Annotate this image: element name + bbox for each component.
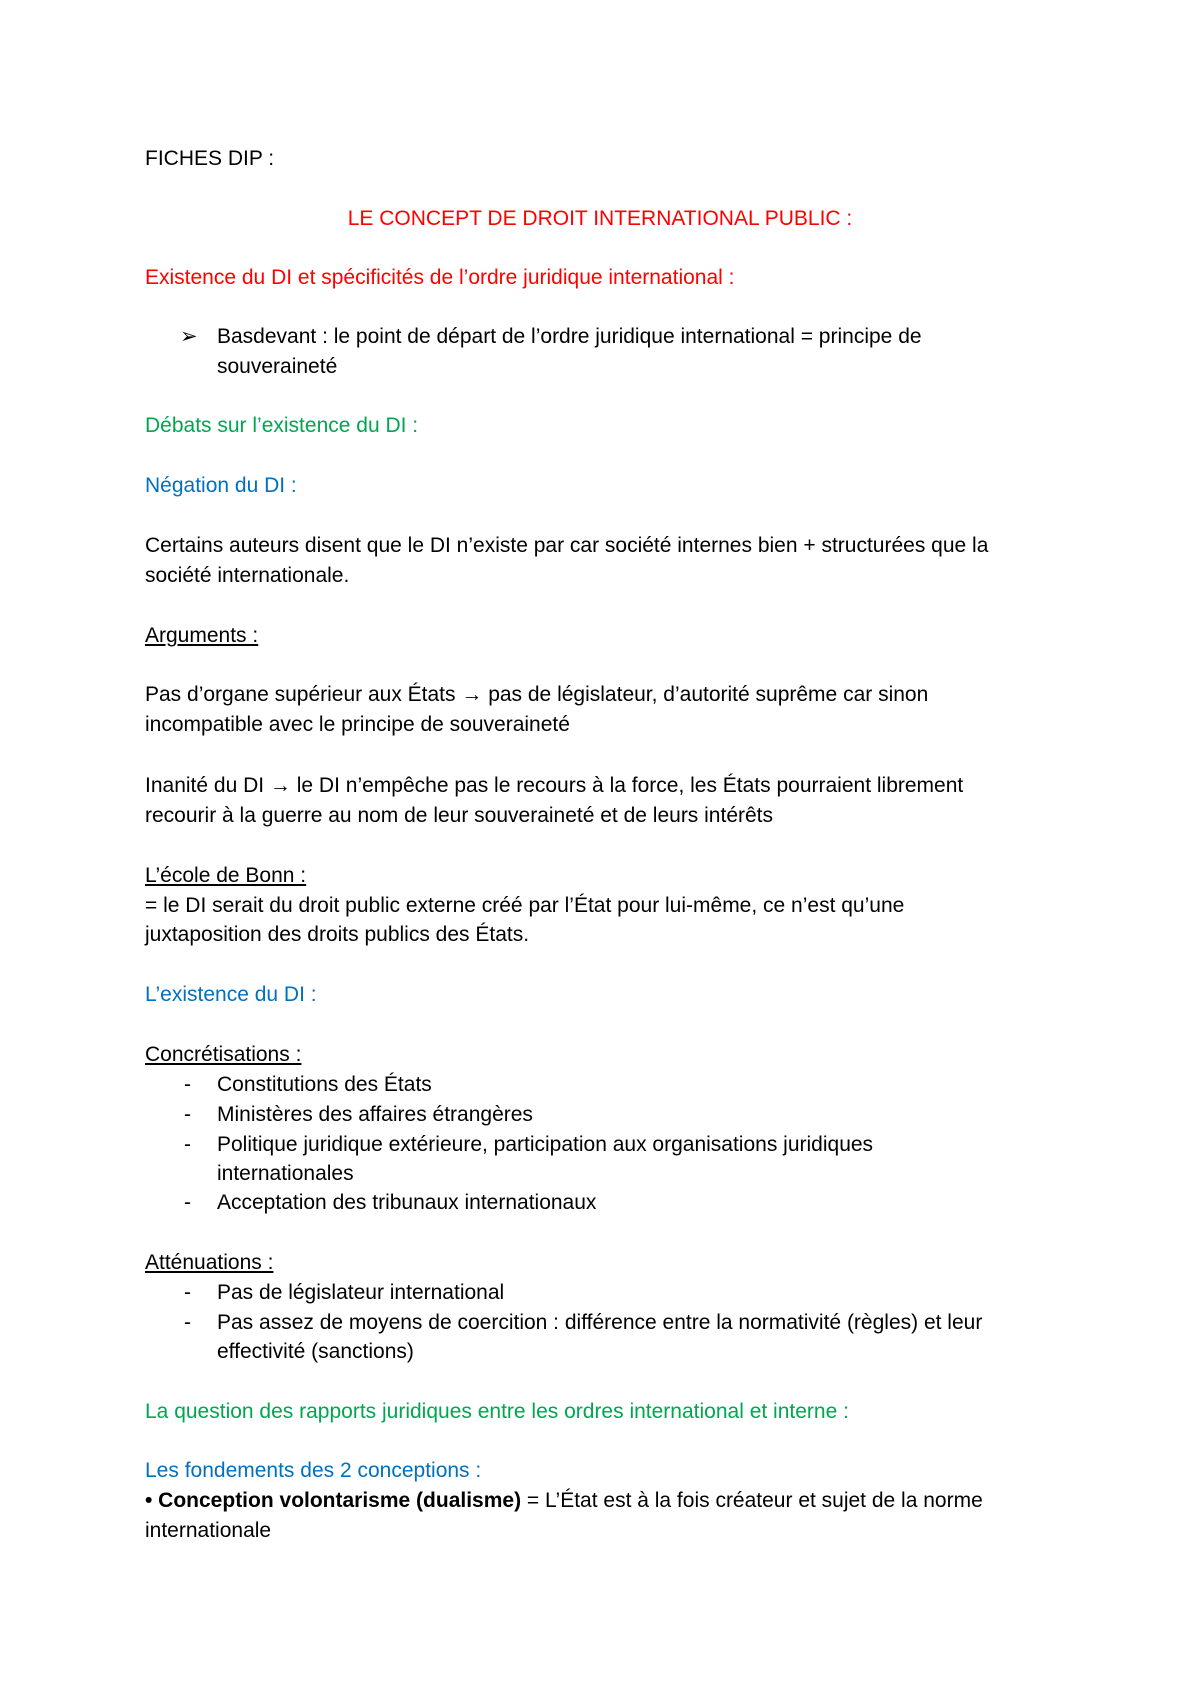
dash-bullet: - bbox=[184, 1103, 191, 1126]
doc-title: LE CONCEPT DE DROIT INTERNATIONAL PUBLIC : bbox=[347, 207, 853, 230]
bullet-basdevant-cont: souveraineté bbox=[217, 355, 338, 378]
list-item-cont: effectivité (sanctions) bbox=[217, 1340, 414, 1363]
heading-debats: Débats sur l’existence du DI : bbox=[145, 414, 419, 437]
section-heading-existence: Existence du DI et spécificités de l’ordre juridique international : bbox=[145, 266, 735, 289]
dash-bullet: - bbox=[184, 1311, 191, 1334]
list-item: Ministères des affaires étrangères bbox=[217, 1103, 533, 1126]
list-item: Constitutions des États bbox=[217, 1073, 432, 1096]
paragraph-bonn: = le DI serait du droit public externe créé par l’État pour lui-même, ce n’est qu’une bbox=[145, 894, 905, 917]
paragraph-certains: Certains auteurs disent que le DI n’existe par car société internes bien + structurées que la bbox=[145, 534, 989, 557]
paragraph-bonn-cont: juxtaposition des droits publics des États. bbox=[145, 923, 530, 946]
list-item: Politique juridique extérieure, participation aux organisations juridiques bbox=[217, 1133, 874, 1156]
heading-question-rapports: La question des rapports juridiques entre les ordres international et interne : bbox=[145, 1400, 849, 1423]
heading-negation: Négation du DI : bbox=[145, 474, 297, 497]
dash-bullet: - bbox=[184, 1281, 191, 1304]
dash-bullet: - bbox=[184, 1191, 191, 1214]
dash-bullet: - bbox=[184, 1073, 191, 1096]
conception-term: • Conception volontarisme (dualisme) bbox=[145, 1489, 522, 1512]
paragraph-inanite-cont: recourir à la guerre au nom de leur souveraineté et de leurs intérêts bbox=[145, 804, 774, 827]
paragraph-pas-organe: Pas d’organe supérieur aux États → pas de législateur, d’autorité suprême car sinon bbox=[145, 683, 929, 706]
paragraph-certains-cont: société internationale. bbox=[145, 564, 350, 587]
heading-fondements: Les fondements des 2 conceptions : bbox=[145, 1459, 482, 1482]
paragraph-pas-organe-cont: incompatible avec le principe de souveraineté bbox=[145, 713, 570, 736]
list-item-cont: internationales bbox=[217, 1162, 354, 1185]
heading-arguments: Arguments : bbox=[145, 624, 259, 647]
doc-header: FICHES DIP : bbox=[145, 147, 275, 170]
paragraph-conception bbox=[145, 1486, 983, 1516]
dash-bullet: - bbox=[184, 1133, 191, 1156]
list-item: Pas de législateur international bbox=[217, 1281, 505, 1304]
paragraph-conception-cont: internationale bbox=[145, 1519, 272, 1542]
paragraph-inanite: Inanité du DI → le DI n’empêche pas le recours à la force, les États pourraient librement bbox=[145, 774, 964, 797]
list-item: Pas assez de moyens de coercition : différence entre la normativité (règles) et leur bbox=[217, 1311, 983, 1334]
heading-concretisations: Concrétisations : bbox=[145, 1043, 302, 1066]
bullet-basdevant: Basdevant : le point de départ de l’ordre juridique international = principe de bbox=[217, 325, 922, 348]
heading-existence-di: L’existence du DI : bbox=[145, 983, 317, 1006]
list-item: Acceptation des tribunaux internationaux bbox=[217, 1191, 597, 1214]
arrow-bullet-icon: ➢ bbox=[180, 325, 198, 348]
heading-ecole-bonn: L’école de Bonn : bbox=[145, 864, 307, 887]
conception-definition: = L’État est à la fois créateur et sujet de la norme bbox=[521, 1489, 983, 1512]
heading-attenuations: Atténuations : bbox=[145, 1251, 274, 1274]
